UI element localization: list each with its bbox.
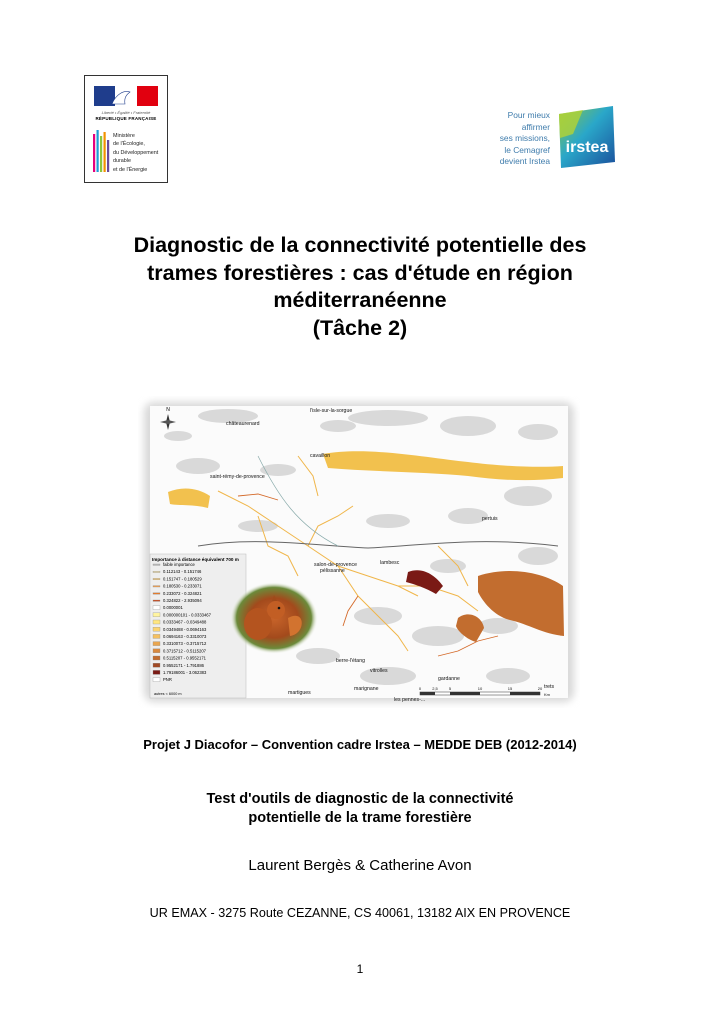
legend-item-label: 0.233072 - 0.324821 <box>163 590 202 596</box>
ministry-line: du Développement <box>113 149 159 156</box>
scale-tick: 5 <box>448 686 452 691</box>
irstea-tagline-line: affirmer <box>521 121 550 132</box>
legend-title: Importance à distance équivalent 700 m <box>152 557 239 562</box>
scale-tick: 15 <box>507 686 513 691</box>
legend-swatch <box>153 649 160 653</box>
connectivity-map <box>138 396 580 708</box>
legend-swatch <box>153 606 160 610</box>
irstea-tagline-line: ses missions, <box>499 133 550 143</box>
ministry-line: de l'Écologie, <box>113 141 145 148</box>
legend-swatch <box>153 670 160 674</box>
legend-swatch <box>153 627 160 631</box>
place-label: saint-rémy-de-provence <box>210 474 265 480</box>
place-label: cavaillon <box>310 453 331 459</box>
legend-item-label: 0.5115207 - 0.9552171 <box>163 655 206 661</box>
place-label: gardanne <box>438 676 460 682</box>
place-label: pélissanne <box>320 568 345 574</box>
ministry-line: Ministère <box>113 133 135 139</box>
legend-item-label: 0.000000101 - 0.0333467 <box>163 612 211 618</box>
legend-footer: autres < 6000 m <box>154 692 182 696</box>
title-line: trames forestières : cas d'étude en région <box>147 260 573 285</box>
legend-swatch <box>153 678 160 682</box>
legend-swatch <box>153 613 160 617</box>
legend-item-label: 0.180530 - 0.233071 <box>163 583 202 589</box>
place-label: salon-de-provence <box>314 562 357 568</box>
legend-swatch <box>153 571 160 572</box>
legend-swatch <box>153 593 160 594</box>
legend-item-label: 0.151747 - 0.180529 <box>163 576 202 582</box>
irstea-tagline <box>482 110 550 168</box>
document-title <box>60 232 660 342</box>
place-label: les pennes-... <box>394 697 426 703</box>
place-label: trets <box>544 684 555 690</box>
legend-item-label: faible importance <box>163 562 195 567</box>
legend-swatch <box>153 663 160 667</box>
legend-item-label: 0.3310073 - 0.3715712 <box>163 641 207 647</box>
legend-swatch <box>153 656 160 660</box>
title-line: méditerranéenne <box>273 288 447 312</box>
legend-item-label: PNR <box>163 677 172 683</box>
scale-tick: 20 <box>537 686 543 691</box>
legend-swatch <box>153 600 160 601</box>
republic-name: RÉPUBLIQUE FRANÇAISE <box>95 116 157 121</box>
scale-unit: Km <box>544 692 550 697</box>
irstea-tagline-line: devient Irstea <box>499 156 550 166</box>
scale-tick: 2,5 <box>432 686 438 691</box>
legend-swatch <box>153 634 160 638</box>
place-label: martigues <box>288 690 311 696</box>
scale-tick: 10 <box>477 686 483 691</box>
legend-item-label: 0.9552171 - 1.791886 <box>163 662 204 668</box>
squirrel-photo <box>230 582 318 654</box>
legend-item-label: 0.0000001 <box>163 605 183 611</box>
project-line: Projet J Diacofor – Convention cadre Irstea – MEDDE DEB (2012-2014) <box>143 737 577 752</box>
scale-tick: 0 <box>418 686 422 691</box>
place-label: pertuis <box>482 516 498 522</box>
legend-swatch <box>153 620 160 624</box>
address: UR EMAX - 3275 Route CEZANNE, CS 40061, 13182 AIX EN PROVENCE <box>149 906 571 920</box>
place-label: l'isle-sur-la-sorgue <box>310 408 353 414</box>
ministry-name <box>113 132 165 174</box>
legend-swatch <box>153 564 160 565</box>
legend-item-label: 0.112143 - 0.151746 <box>163 569 202 575</box>
irstea-brand: irstea <box>565 139 609 156</box>
republic-motto: Liberté • Égalité • Fraternité <box>101 110 151 115</box>
place-label: lambesc <box>380 560 400 566</box>
legend-item-label: 1.79186001 - 3.062383 <box>163 670 207 675</box>
ministry-line: durable <box>113 158 131 165</box>
legend-swatch <box>153 586 160 587</box>
place-label: châteaurenard <box>226 421 260 427</box>
north-label: N <box>166 407 170 413</box>
title-line: Diagnostic de la connectivité potentielle des <box>133 233 587 257</box>
legend-swatch <box>153 578 160 579</box>
legend-item-label: 0.0694163 - 0.3310073 <box>163 634 207 639</box>
title-line: (Tâche 2) <box>312 315 408 340</box>
legend-swatch <box>153 642 160 646</box>
legend-item-label: 0.3715712 - 0.5115207 <box>163 648 206 654</box>
legend-item-label: 0.0349488 - 0.0694163 <box>163 626 207 632</box>
place-label: berre-l'étang <box>336 658 365 664</box>
marianne-flag-icon <box>94 86 158 106</box>
irstea-tagline-line: le Cemagref <box>504 144 550 155</box>
legend-item-label: 0.324822 - 2.935094 <box>163 598 202 603</box>
place-label: marignane <box>354 686 379 692</box>
ministry-line: et de l'Énergie <box>113 166 148 173</box>
ministry-logo <box>84 75 168 183</box>
document-subtitle <box>60 790 660 828</box>
ministry-bars-icon <box>92 130 110 176</box>
irstea-logo-icon <box>553 104 619 170</box>
page-number: 1 <box>356 962 364 976</box>
place-label: vitrolles <box>370 668 388 674</box>
authors: Laurent Bergès & Catherine Avon <box>248 857 472 874</box>
legend-item-label: 0.0333467 - 0.0349488 <box>163 619 207 625</box>
subtitle-line: potentielle de la trame forestière <box>248 810 472 826</box>
subtitle-line: Test d'outils de diagnostic de la connectivité <box>206 791 514 807</box>
irstea-tagline-line: Pour mieux <box>507 110 550 120</box>
